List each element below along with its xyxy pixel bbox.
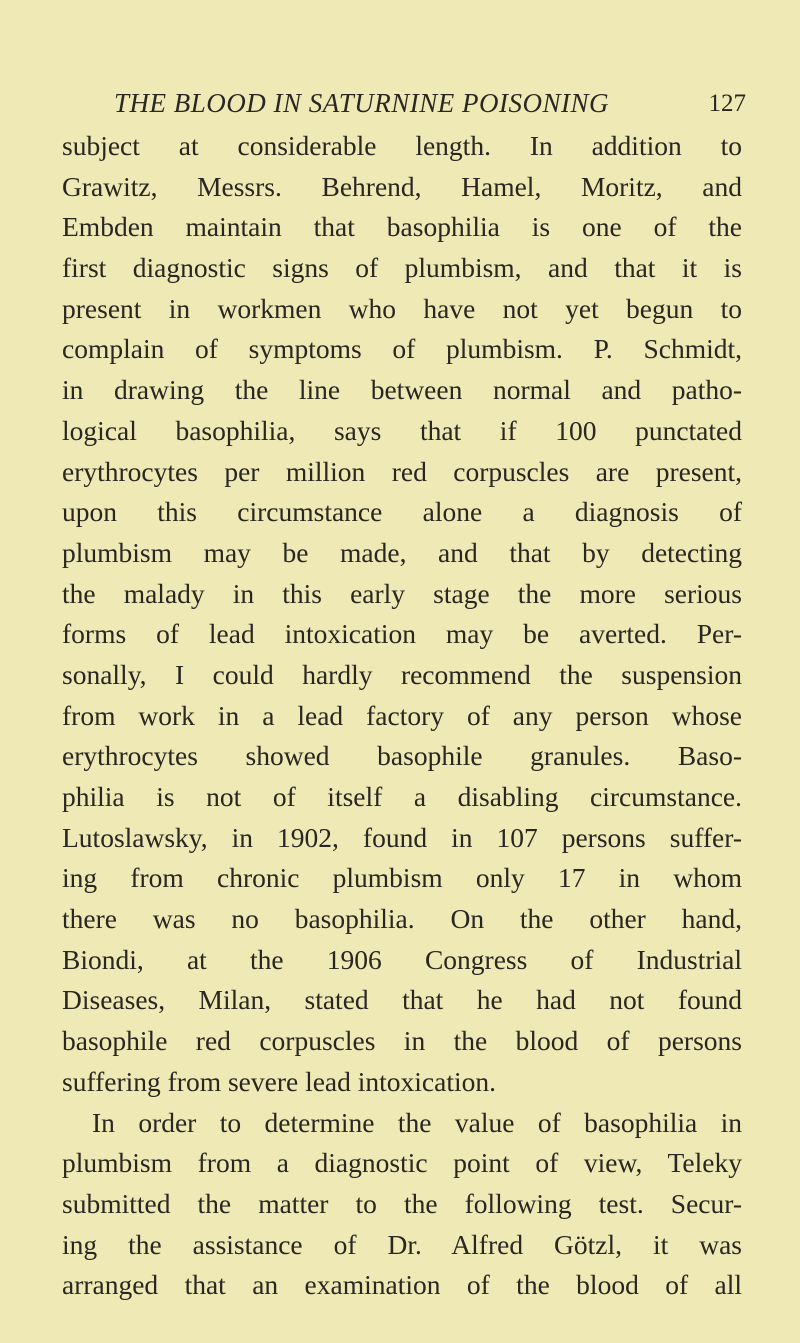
text-line: erythrocytes showed basophile granules. Baso- [62,740,742,772]
text-line: in drawing the line between normal and patho- [62,374,742,406]
text-line: the malady in this early stage the more serious [62,577,742,609]
text-line: complain of symptoms of plumbism. P. Schmidt, [62,333,742,365]
text-line: plumbism from a diagnostic point of view, Teleky [62,1147,742,1179]
text-line: Embden maintain that basophilia is one of the [62,211,742,243]
running-head [106,88,746,124]
text-line: Biondi, at the 1906 Congress of Industrial [62,943,742,975]
running-title: THE BLOOD IN SATURNINE POISONING [114,88,609,118]
text-line: there was no basophilia. On the other hand, [62,903,742,935]
text-line: submitted the matter to the following test. Secur- [62,1187,742,1219]
text-line: ing from chronic plumbism only 17 in whom [62,862,742,894]
text-line: basophile red corpuscles in the blood of persons [62,1025,742,1057]
text-line: sonally, I could hardly recommend the suspension [62,658,742,690]
text-line: erythrocytes per million red corpuscles are present, [62,455,742,487]
text-line: arranged that an examination of the blood of all [62,1269,742,1301]
text-line: first diagnostic signs of plumbism, and that it is [62,252,742,284]
text-line: philia is not of itself a disabling circumstance. [62,781,742,812]
text-line: suffering from severe lead intoxication. [62,1065,496,1097]
body-text [62,126,742,1306]
text-line: upon this circumstance alone a diagnosis of [62,496,742,528]
text-line: ing the assistance of Dr. Alfred Götzl, it was [62,1228,742,1260]
text-line: plumbism may be made, and that by detecting [62,536,742,568]
text-line: Grawitz, Messrs. Behrend, Hamel, Moritz, and [62,170,742,202]
text-line: present in workmen who have not yet begun to [62,292,742,324]
text-line: Diseases, Milan, stated that he had not found [62,984,742,1016]
page-number: 127 [708,90,746,117]
text-line: forms of lead intoxication may be averted. Per- [62,618,742,650]
text-line: from work in a lead factory of any person whose [62,699,742,731]
text-line: In order to determine the value of basophilia in [92,1106,742,1138]
text-line: subject at considerable length. In addition to [62,130,742,161]
text-line: Lutoslawsky, in 1902, found in 107 persons suffer- [62,821,742,853]
text-line: logical basophilia, says that if 100 punctated [62,414,742,446]
